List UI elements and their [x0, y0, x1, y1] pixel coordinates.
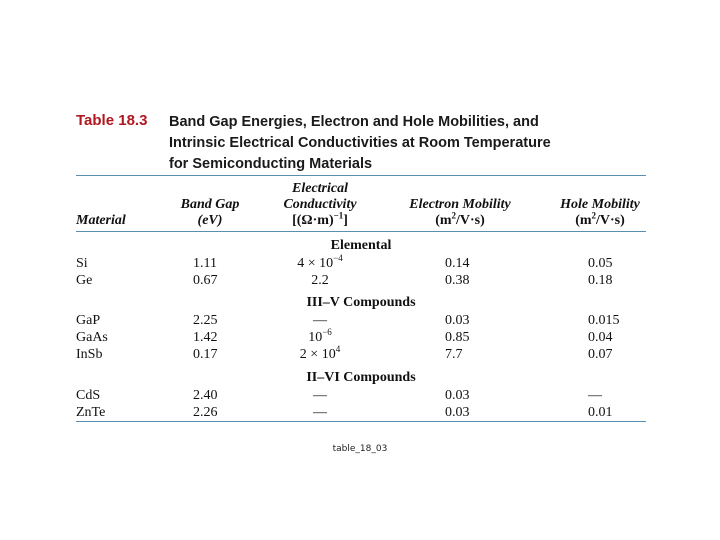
header-band-gap-unit: (eV) — [197, 213, 223, 228]
header-conductivity-line2: Conductivity — [283, 197, 357, 212]
cell-conductivity: $4 \times 10^{-4}$ — [297, 253, 343, 271]
cell-band-gap: 1.42 — [193, 330, 218, 345]
section-title: Elemental — [330, 238, 392, 253]
table-title-line: Intrinsic Electrical Conductivities at Room Temperature — [169, 135, 551, 151]
cell-hole-mobility: — — [588, 388, 602, 403]
cell-conductivity: 2.2 — [311, 273, 329, 288]
cell-hole-mobility: 0.01 — [588, 405, 613, 420]
cell-electron-mobility: 0.03 — [445, 313, 470, 328]
header-bottom-rule — [76, 231, 646, 232]
figure-caption: table_18_03 — [332, 444, 388, 454]
table-title — [169, 112, 639, 175]
header-hole-mobility — [550, 197, 650, 229]
section-title: III–V Compounds — [306, 295, 416, 310]
cell-band-gap: 2.26 — [193, 405, 218, 420]
cell-band-gap: 2.25 — [193, 313, 218, 328]
table-title-line: Band Gap Energies, Electron and Hole Mobilities, and — [169, 114, 539, 130]
header-electron-mobility-label: Electron Mobility — [409, 197, 511, 212]
cell-conductivity: — — [313, 388, 327, 403]
cell-material: ZnTe — [76, 405, 106, 420]
cell-material: GaAs — [76, 330, 108, 345]
header-conductivity — [250, 181, 390, 229]
cell-hole-mobility: 0.07 — [588, 347, 613, 362]
cell-band-gap: 0.17 — [193, 347, 218, 362]
section-title: II–VI Compounds — [306, 370, 416, 385]
cell-electron-mobility: 0.14 — [445, 256, 470, 271]
cell-material: InSb — [76, 347, 103, 362]
cell-electron-mobility: 0.03 — [445, 405, 470, 420]
cell-band-gap: 2.40 — [193, 388, 218, 403]
header-hole-mobility-label: Hole Mobility — [560, 197, 640, 212]
cell-material: Si — [76, 256, 88, 271]
cell-material: CdS — [76, 388, 101, 403]
table-top-rule — [76, 175, 646, 176]
cell-conductivity: $2 \times 10^4$ — [299, 344, 341, 362]
cell-material: Ge — [76, 273, 93, 288]
cell-electron-mobility: 7.7 — [445, 347, 463, 362]
cell-conductivity: $10^{-6}$ — [308, 327, 332, 345]
header-conductivity-unit: $[(\Omega\cdot m)^{-1}]$ — [292, 210, 348, 228]
table-bottom-rule — [76, 421, 646, 422]
cell-hole-mobility: 0.18 — [588, 273, 613, 288]
header-conductivity-line1: Electrical — [292, 181, 348, 196]
table-title-line: for Semiconducting Materials — [169, 156, 373, 172]
cell-electron-mobility: 0.85 — [445, 330, 470, 345]
cell-hole-mobility: 0.04 — [588, 330, 613, 345]
cell-hole-mobility: 0.015 — [588, 313, 620, 328]
header-band-gap — [160, 197, 260, 229]
cell-electron-mobility: 0.38 — [445, 273, 470, 288]
cell-band-gap: 0.67 — [193, 273, 218, 288]
header-electron-mobility-unit: $(m^2/V\cdot s)$ — [435, 210, 485, 228]
header-electron-mobility — [395, 197, 525, 229]
cell-hole-mobility: 0.05 — [588, 256, 613, 271]
cell-conductivity: — — [313, 405, 327, 420]
header-material: Material — [76, 213, 126, 228]
cell-electron-mobility: 0.03 — [445, 388, 470, 403]
cell-band-gap: 1.11 — [193, 256, 217, 271]
table-label: Table 18.3 — [76, 112, 148, 129]
header-band-gap-label: Band Gap — [180, 197, 240, 212]
cell-material: GaP — [76, 313, 101, 328]
header-hole-mobility-unit: $(m^2/V\cdot s)$ — [575, 210, 625, 228]
cell-conductivity: — — [313, 313, 327, 328]
